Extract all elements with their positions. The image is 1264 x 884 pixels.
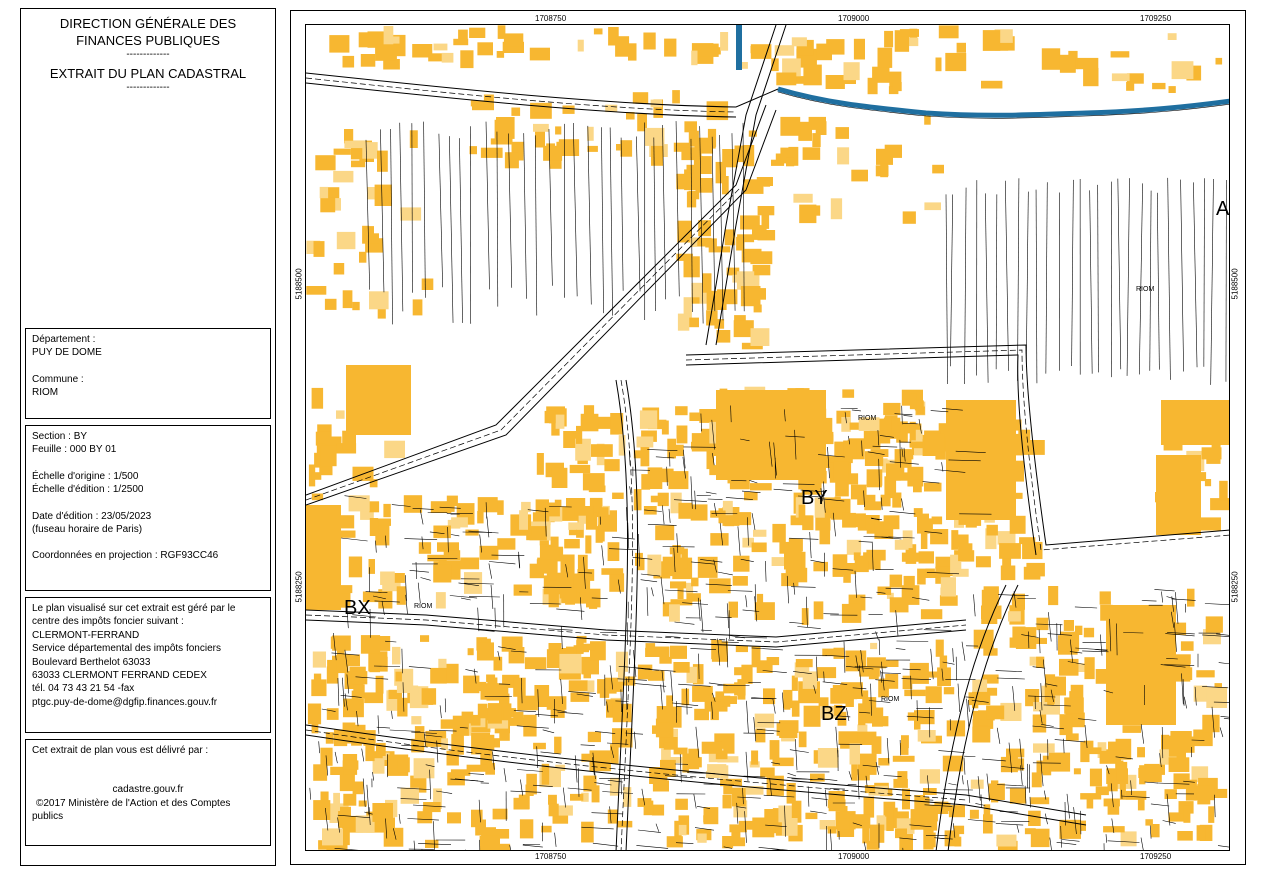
departement-label: Département : (32, 334, 96, 345)
y-coord-left-2: 5188250 (294, 571, 304, 603)
map-canvas (306, 25, 1230, 851)
buildings-layer (306, 25, 1230, 851)
section-text: Section : BY (32, 431, 88, 442)
y-coord-right-2: 5188250 (1230, 571, 1240, 603)
commune-label-riom-2: RIOM (414, 603, 433, 610)
title-block (21, 15, 275, 94)
service-line-4: Service départemental des impôts fonciers (32, 643, 221, 655)
y-coord-left-1: 5188500 (294, 268, 304, 300)
section-label-bz: BZ (821, 703, 847, 725)
service-line-6: 63033 CLERMONT FERRAND CEDEX (32, 670, 207, 682)
service-line-5: Boulevard Berthelot 63033 (32, 656, 151, 668)
service-line-1: Le plan visualisé sur cet extrait est géré par le (32, 603, 236, 614)
x-coord-bottom-3: 1709250 (1140, 852, 1172, 861)
info-panel (20, 8, 276, 866)
x-coord-top-1: 1708750 (535, 14, 567, 23)
x-coord-bottom-1: 1708750 (535, 852, 567, 861)
document-title: EXTRAIT DU PLAN CADASTRAL (49, 66, 247, 81)
delivery-copyright: ©2017 Ministère de l'Action et des Comptes (36, 797, 231, 809)
x-coord-top-2: 1709000 (838, 14, 870, 23)
y-coord-right-1: 5188500 (1230, 268, 1240, 300)
fuseau-text: (fuseau horaire de Paris) (32, 524, 143, 536)
feuille-text: Feuille : 000 BY 01 (32, 444, 117, 456)
canal (736, 25, 742, 70)
date-edition-text: Date d'édition : 23/05/2023 (32, 510, 152, 522)
title-separator-1: ------------- (126, 49, 170, 60)
echelle-edition-text: Échelle d'édition : 1/2500 (32, 484, 144, 496)
service-line-7: tél. 04 73 43 21 54 -fax (32, 683, 135, 695)
commune-label-riom-1: RIOM (858, 415, 877, 422)
cadastral-map[interactable] (305, 24, 1230, 851)
service-line-2: centre des impôts foncier suivant : (32, 616, 184, 628)
x-coord-bottom-2: 1709000 (838, 852, 870, 861)
service-line-3: CLERMONT-FERRAND (32, 629, 140, 641)
delivery-website: cadastre.gouv.fr (112, 784, 184, 796)
delivery-box (25, 739, 271, 846)
coordonnees-text: Coordonnées en projection : RGF93CC46 (32, 550, 219, 562)
delivery-line-1: Cet extrait de plan vous est délivré par : (32, 745, 209, 756)
commune-label-riom-3: RIOM (881, 696, 900, 703)
location-box (25, 328, 271, 419)
section-label-bx: BX (344, 597, 371, 619)
commune-label: Commune : (32, 373, 84, 385)
title-separator-2: ------------- (126, 82, 170, 93)
service-box (25, 597, 271, 733)
commune-label-riom-4: RIOM (1136, 286, 1155, 293)
commune-value: RIOM (32, 387, 59, 399)
delivery-copyright-2: publics (32, 811, 64, 823)
echelle-origine-text: Échelle d'origine : 1/500 (32, 470, 139, 482)
details-box (25, 425, 271, 591)
title-line-1: DIRECTION GÉNÉRALE DES (59, 16, 237, 31)
service-email: ptgc.puy-de-dome@dgfip.finances.gouv.fr (32, 696, 218, 708)
x-coord-top-3: 1709250 (1140, 14, 1172, 23)
section-label-by: BY (801, 487, 828, 509)
section-label-a: A (1216, 198, 1230, 220)
departement-value: PUY DE DOME (32, 347, 102, 359)
title-line-2: FINANCES PUBLIQUES (76, 33, 220, 48)
